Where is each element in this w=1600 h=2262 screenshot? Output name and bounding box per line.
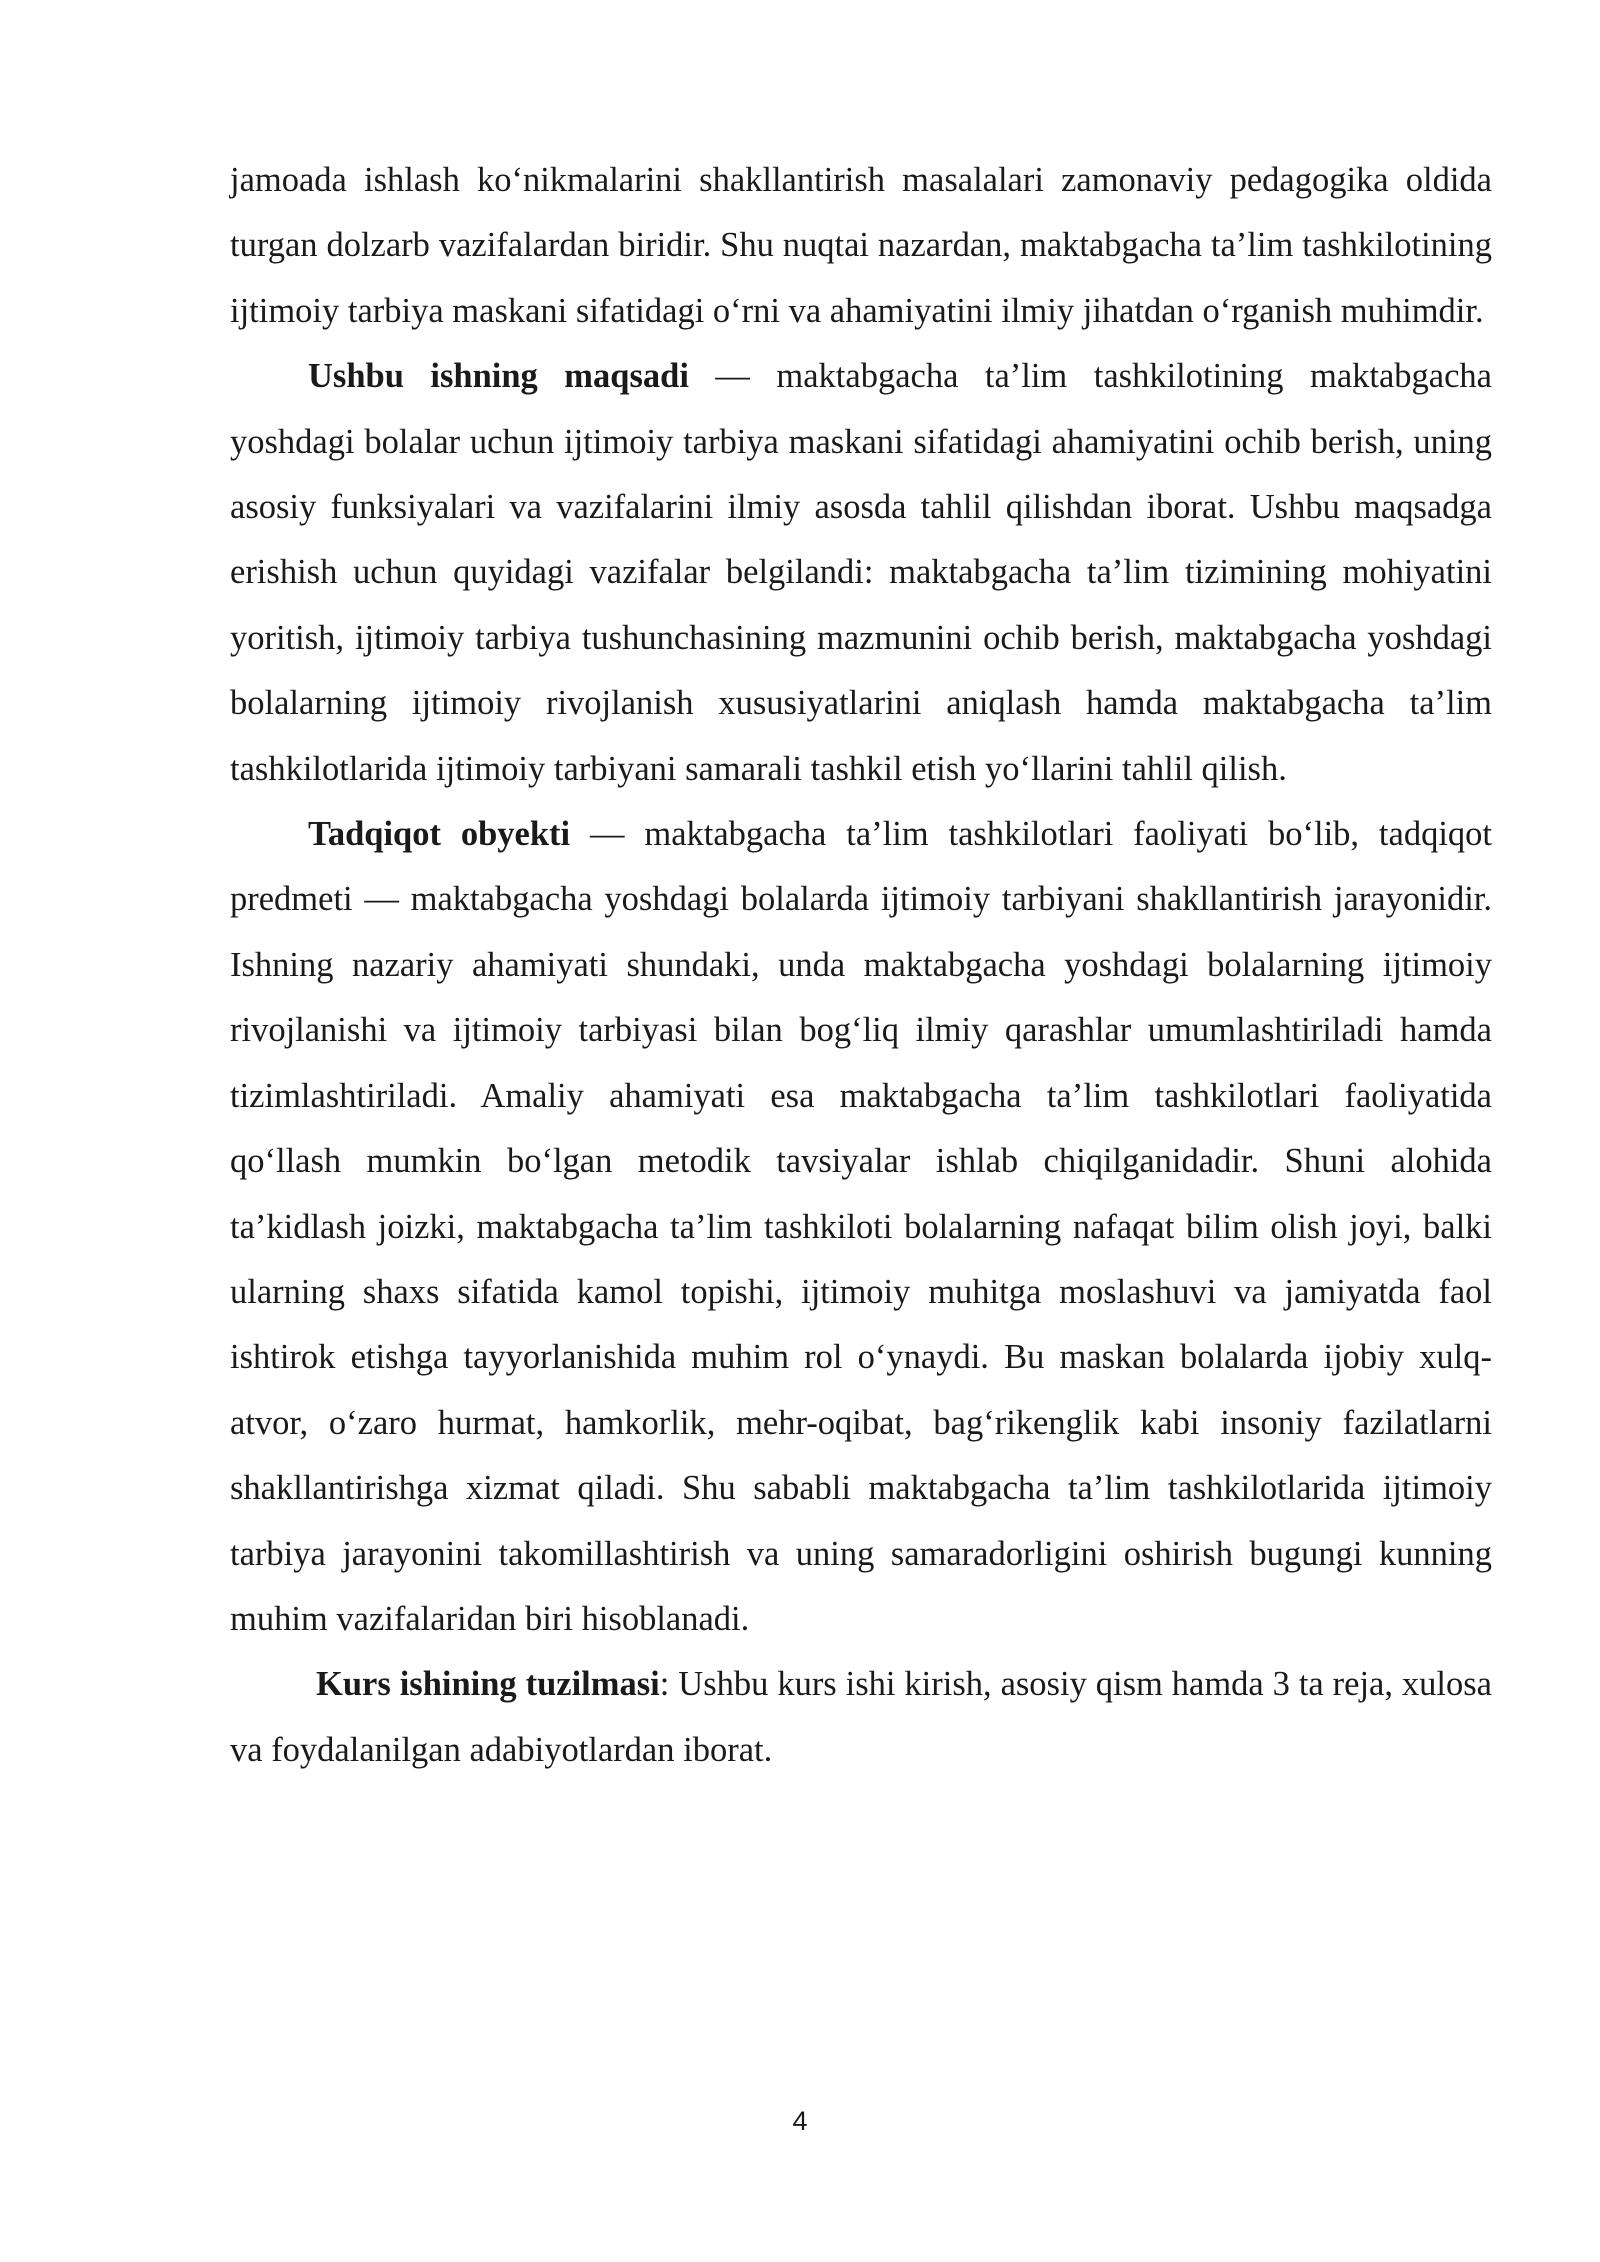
paragraph-structure-text: : Ushbu kurs ishi kirish, asosiy qism hamda 3 ta reja, xulosa va foydalanilgan adabiyotlardan iborat. <box>230 1665 1492 1769</box>
paragraph-research-object-heading: Tadqiqot obyekti <box>308 815 571 854</box>
paragraph-goal-text: — maktabgacha ta’lim tashkilotining maktabgacha yoshdagi bolalar uchun ijtimoiy tarbiya maskani sifatidagi ahamiyatini ochib berish, uning asosiy funksiyalari va vazifalarini ilmiy asosda tahlil qilishdan iborat. Ushbu maqsadga erishish uchun quyidagi vazifalar belgilandi: maktabgacha ta’lim tizimining mohiyatini yoritish, ijtimoiy tarbiya tushunchasining mazmunini ochib berish, maktabgacha yoshdagi bolalarning ijtimoiy rivojlanish xususiyatlarini aniqlash hamda maktabgacha ta’lim tashkilotlarida ijtimoiy tarbiyani samarali tashkil etish yo‘llarini tahlil qilish. <box>230 357 1492 788</box>
paragraph-research-object-text: — maktabgacha ta’lim tashkilotlari faoliyati bo‘lib, tadqiqot predmeti — maktabgacha yoshdagi bolalarda ijtimoiy tarbiyani shakllantirish jarayonidir. Ishning nazariy ahamiyati shundaki, unda maktabgacha yoshdagi bolalarning ijtimoiy rivojlanishi va ijtimoiy tarbiyasi bilan bog‘liq ilmiy qarashlar umumlashtiriladi hamda tizimlashtiriladi. Amaliy ahamiyati esa maktabgacha ta’lim tashkilotlari faoliyatida qo‘llash mumkin bo‘lgan metodik tavsiyalar ishlab chiqilganidadir. Shuni alohida ta’kidlash joizki, maktabgacha ta’lim tashkiloti bolalarning nafaqat bilim olish joyi, balki ularning shaxs sifatida kamol topishi, ijtimoiy muhitga moslashuvi va jamiyatda faol ishtirok etishga tayyorlanishida muhim rol o‘ynaydi. Bu maskan bolalarda ijobiy xulq-atvor, o‘zaro hurmat, hamkorlik, mehr-oqibat, bag‘rikenglik kabi insoniy fazilatlarni shakllantirishga xizmat qiladi. Shu sababli maktabgacha ta’lim tashkilotlarida ijtimoiy tarbiya jarayonini takomillashtirish va uning samaradorligini oshirish bugungi kunning muhim vazifalaridan biri hisoblanadi. <box>230 815 1492 1638</box>
paragraph-goal-heading: Ushbu ishning maqsadi <box>308 357 689 396</box>
paragraph-structure-heading: Kurs ishining tuzilmasi <box>316 1665 660 1704</box>
paragraph-intro <box>230 148 1492 344</box>
page-number: 4 <box>792 2106 808 2136</box>
paragraph-intro-text: jamoada ishlash ko‘nikmalarini shakllantirish masalalari zamonaviy pedagogika oldida turgan dolzarb vazifalardan biridir. Shu nuqtai nazardan, maktabgacha ta’lim tashkilotining ijtimoiy tarbiya maskani sifatidagi o‘rni va ahamiyatini ilmiy jihatdan o‘rganish muhimdir. <box>230 161 1492 330</box>
paragraph-goal <box>230 344 1492 802</box>
paragraph-research-object <box>230 802 1492 1652</box>
document-body <box>230 148 1492 1783</box>
paragraph-structure <box>230 1652 1492 1783</box>
